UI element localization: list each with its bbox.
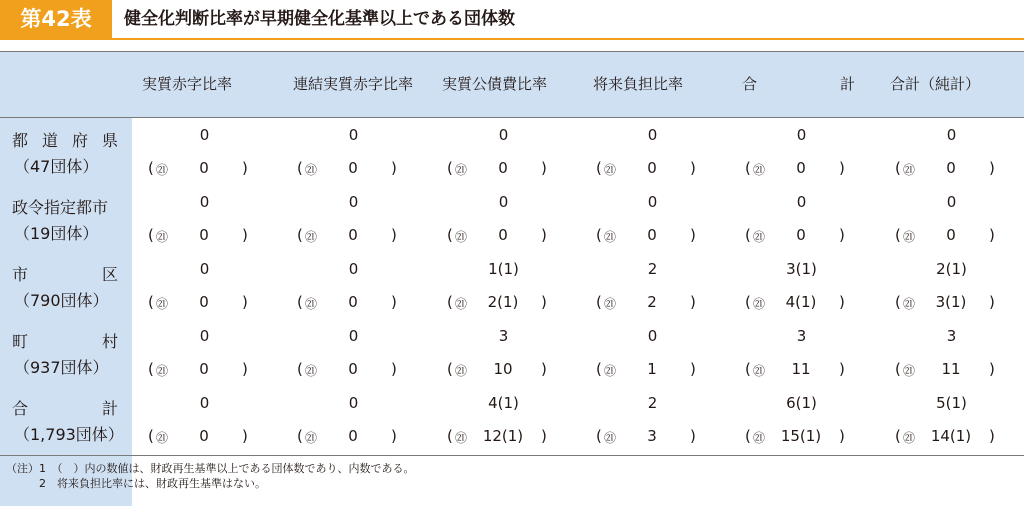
cell-value: 2(1) xyxy=(936,260,967,278)
paren-cell-value: 3(1) xyxy=(935,293,967,311)
cell-paren-value xyxy=(297,293,410,313)
cell-paren-value xyxy=(447,360,560,380)
paren-open: ( xyxy=(148,226,154,244)
row-label-char: 町 xyxy=(12,332,29,351)
paren-cell-value: 0 xyxy=(199,427,209,445)
cell-paren-value xyxy=(148,427,261,447)
table-bottom-rule xyxy=(0,455,1024,456)
circled-year-mark: ㉑ xyxy=(455,431,468,445)
paren-open: ( xyxy=(745,427,751,445)
cell-value: 3 xyxy=(946,327,957,345)
title-underline xyxy=(0,38,1024,40)
paren-close: ) xyxy=(989,360,995,378)
paren-close: ) xyxy=(839,427,845,445)
paren-open: ( xyxy=(895,293,901,311)
paren-close: ) xyxy=(391,159,397,177)
paren-cell-value: 3 xyxy=(647,427,657,445)
paren-cell-value: 0 xyxy=(199,226,209,244)
paren-cell-value: 0 xyxy=(199,159,209,177)
cell-paren-value xyxy=(895,427,1008,447)
cell-value: 0 xyxy=(348,394,359,412)
circled-year-mark: ㉑ xyxy=(753,297,766,311)
cell-paren-value xyxy=(447,159,560,179)
circled-year-mark: ㉑ xyxy=(903,297,916,311)
paren-open: ( xyxy=(895,159,901,177)
cell-value: 2 xyxy=(647,260,658,278)
circled-year-mark: ㉑ xyxy=(455,297,468,311)
cell-paren-value xyxy=(895,226,1008,246)
row-label xyxy=(12,195,118,218)
paren-open: ( xyxy=(596,226,602,244)
paren-open: ( xyxy=(895,427,901,445)
row-label-char: 府 xyxy=(71,131,88,150)
cell-value: 3 xyxy=(796,327,807,345)
cell-value: 1(1) xyxy=(488,260,519,278)
paren-cell-value: 0 xyxy=(199,293,209,311)
col-header-consolidated-deficit: 連結実質赤字比率 xyxy=(293,75,414,93)
paren-open: ( xyxy=(297,360,303,378)
paren-close: ) xyxy=(242,293,248,311)
paren-cell-value: 0 xyxy=(348,293,358,311)
cell-value: 4(1) xyxy=(488,394,519,412)
row-label-char: 県 xyxy=(101,131,118,150)
col-header-net-total: 合計（純計） xyxy=(890,75,981,93)
cell-value: 0 xyxy=(498,193,509,211)
row-label-char: 村 xyxy=(101,332,118,351)
paren-cell-value: 4(1) xyxy=(785,293,817,311)
paren-cell-value: 0 xyxy=(498,226,508,244)
cell-paren-value xyxy=(745,427,858,447)
circled-year-mark: ㉑ xyxy=(604,163,617,177)
paren-cell-value: 0 xyxy=(796,226,806,244)
circled-year-mark: ㉑ xyxy=(753,364,766,378)
paren-open: ( xyxy=(447,226,453,244)
paren-open: ( xyxy=(745,293,751,311)
paren-open: ( xyxy=(297,159,303,177)
paren-cell-value: 0 xyxy=(796,159,806,177)
paren-close: ) xyxy=(839,159,845,177)
paren-open: ( xyxy=(596,293,602,311)
paren-cell-value: 0 xyxy=(647,159,657,177)
paren-open: ( xyxy=(148,427,154,445)
paren-open: ( xyxy=(745,226,751,244)
paren-open: ( xyxy=(745,159,751,177)
paren-open: ( xyxy=(297,293,303,311)
cell-value: 0 xyxy=(796,193,807,211)
cell-paren-value xyxy=(148,159,261,179)
paren-open: ( xyxy=(596,360,602,378)
cell-value: 0 xyxy=(348,193,359,211)
cell-paren-value xyxy=(895,293,1008,313)
row-count: （47団体） xyxy=(14,157,99,176)
paren-close: ) xyxy=(989,293,995,311)
paren-close: ) xyxy=(989,226,995,244)
paren-close: ) xyxy=(541,293,547,311)
paren-cell-value: 0 xyxy=(647,226,657,244)
paren-open: ( xyxy=(895,226,901,244)
circled-year-mark: ㉑ xyxy=(455,163,468,177)
paren-close: ) xyxy=(391,427,397,445)
circled-year-mark: ㉑ xyxy=(753,230,766,244)
cell-paren-value xyxy=(148,360,261,380)
paren-open: ( xyxy=(148,159,154,177)
cell-value: 0 xyxy=(348,260,359,278)
row-label xyxy=(12,329,118,352)
row-count: （937団体） xyxy=(14,358,109,377)
title-bar xyxy=(0,0,1024,40)
cell-paren-value xyxy=(596,159,709,179)
cell-paren-value xyxy=(895,159,1008,179)
circled-year-mark: ㉑ xyxy=(753,163,766,177)
row-label-char: 市 xyxy=(12,265,29,284)
cell-paren-value xyxy=(297,159,410,179)
circled-year-mark: ㉑ xyxy=(903,163,916,177)
paren-cell-value: 0 xyxy=(348,360,358,378)
paren-cell-value: 10 xyxy=(493,360,513,378)
circled-year-mark: ㉑ xyxy=(156,230,169,244)
cell-value: 2 xyxy=(647,394,658,412)
cell-paren-value xyxy=(596,360,709,380)
circled-year-mark: ㉑ xyxy=(604,364,617,378)
circled-year-mark: ㉑ xyxy=(156,297,169,311)
circled-year-mark: ㉑ xyxy=(156,364,169,378)
paren-open: ( xyxy=(596,159,602,177)
paren-cell-value: 2 xyxy=(647,293,657,311)
cell-value: 0 xyxy=(348,126,359,144)
cell-paren-value xyxy=(745,293,858,313)
cell-value: 0 xyxy=(796,126,807,144)
paren-open: ( xyxy=(447,159,453,177)
paren-open: ( xyxy=(745,360,751,378)
col-header-real-deficit: 実質赤字比率 xyxy=(142,75,233,93)
paren-close: ) xyxy=(242,159,248,177)
paren-close: ) xyxy=(391,226,397,244)
cell-paren-value xyxy=(447,226,560,246)
cell-value: 0 xyxy=(348,327,359,345)
row-label xyxy=(12,262,118,285)
table-number-tag: 第42表 xyxy=(0,0,112,38)
circled-year-mark: ㉑ xyxy=(604,431,617,445)
paren-close: ) xyxy=(839,293,845,311)
cell-paren-value xyxy=(596,226,709,246)
cell-value: 0 xyxy=(946,193,957,211)
cell-value: 0 xyxy=(946,126,957,144)
row-label-char: 道 xyxy=(41,131,58,150)
cell-value: 3(1) xyxy=(786,260,817,278)
cell-value: 0 xyxy=(199,394,210,412)
row-count: （19団体） xyxy=(14,224,99,243)
paren-close: ) xyxy=(690,226,696,244)
cell-value: 0 xyxy=(498,126,509,144)
paren-cell-value: 0 xyxy=(498,159,508,177)
paren-cell-value: 11 xyxy=(941,360,961,378)
cell-value: 6(1) xyxy=(786,394,817,412)
row-label-char: 区 xyxy=(101,265,118,284)
cell-paren-value xyxy=(297,360,410,380)
cell-value: 0 xyxy=(647,193,658,211)
circled-year-mark: ㉑ xyxy=(455,230,468,244)
paren-close: ) xyxy=(839,360,845,378)
circled-year-mark: ㉑ xyxy=(156,163,169,177)
circled-year-mark: ㉑ xyxy=(903,431,916,445)
cell-value: 3 xyxy=(498,327,509,345)
paren-cell-value: 1 xyxy=(647,360,657,378)
paren-close: ) xyxy=(541,360,547,378)
row-label-char: 都 xyxy=(12,131,29,150)
paren-close: ) xyxy=(242,226,248,244)
circled-year-mark: ㉑ xyxy=(753,431,766,445)
cell-paren-value xyxy=(596,293,709,313)
cell-paren-value xyxy=(297,226,410,246)
circled-year-mark: ㉑ xyxy=(903,230,916,244)
cell-paren-value xyxy=(745,159,858,179)
cell-paren-value xyxy=(148,293,261,313)
paren-close: ) xyxy=(391,360,397,378)
cell-paren-value xyxy=(895,360,1008,380)
paren-cell-value: 11 xyxy=(791,360,811,378)
paren-open: ( xyxy=(148,360,154,378)
row-count: （790団体） xyxy=(14,291,109,310)
row-count: （1,793団体） xyxy=(14,425,124,444)
paren-close: ) xyxy=(690,427,696,445)
paren-open: ( xyxy=(447,360,453,378)
paren-cell-value: 0 xyxy=(199,360,209,378)
paren-close: ) xyxy=(541,159,547,177)
paren-open: ( xyxy=(447,427,453,445)
cell-value: 5(1) xyxy=(936,394,967,412)
cell-paren-value xyxy=(745,360,858,380)
circled-year-mark: ㉑ xyxy=(604,297,617,311)
paren-cell-value: 0 xyxy=(348,159,358,177)
paren-cell-value: 2(1) xyxy=(487,293,519,311)
paren-close: ) xyxy=(541,226,547,244)
col-header-total-right: 計 xyxy=(840,75,856,93)
paren-close: ) xyxy=(541,427,547,445)
cell-value: 0 xyxy=(199,126,210,144)
cell-value: 0 xyxy=(647,126,658,144)
cell-value: 0 xyxy=(199,260,210,278)
paren-cell-value: 0 xyxy=(348,226,358,244)
row-label xyxy=(12,396,118,419)
header-bottom-rule xyxy=(0,117,1024,118)
circled-year-mark: ㉑ xyxy=(604,230,617,244)
footnote-1: （注）1 （ ）内の数値は、財政再生基準以上である団体数であり、内数である。 xyxy=(6,462,415,475)
cell-value: 0 xyxy=(199,327,210,345)
col-header-debt-service: 実質公債費比率 xyxy=(442,75,548,93)
cell-paren-value xyxy=(447,427,560,447)
row-label-char: 合 xyxy=(12,399,29,418)
paren-close: ) xyxy=(391,293,397,311)
paren-open: ( xyxy=(297,226,303,244)
paren-close: ) xyxy=(989,159,995,177)
paren-close: ) xyxy=(690,293,696,311)
paren-cell-value: 15(1) xyxy=(780,427,822,445)
cell-value: 0 xyxy=(647,327,658,345)
paren-close: ) xyxy=(839,226,845,244)
row-label-char: 計 xyxy=(101,399,118,418)
circled-year-mark: ㉑ xyxy=(305,364,318,378)
table-title: 健全化判断比率が早期健全化基準以上である団体数 xyxy=(124,9,515,29)
paren-cell-value: 0 xyxy=(946,226,956,244)
cell-paren-value xyxy=(447,293,560,313)
cell-value: 0 xyxy=(199,193,210,211)
paren-close: ) xyxy=(690,360,696,378)
circled-year-mark: ㉑ xyxy=(305,297,318,311)
cell-paren-value xyxy=(745,226,858,246)
paren-close: ) xyxy=(242,427,248,445)
circled-year-mark: ㉑ xyxy=(305,163,318,177)
col-header-total-left: 合 xyxy=(742,75,758,93)
row-label xyxy=(12,128,118,151)
paren-close: ) xyxy=(989,427,995,445)
paren-open: ( xyxy=(447,293,453,311)
cell-paren-value xyxy=(297,427,410,447)
paren-open: ( xyxy=(148,293,154,311)
row-label-char: 政令指定都市 xyxy=(12,198,109,217)
circled-year-mark: ㉑ xyxy=(305,431,318,445)
paren-open: ( xyxy=(895,360,901,378)
paren-cell-value: 12(1) xyxy=(482,427,524,445)
paren-close: ) xyxy=(690,159,696,177)
col-header-future-burden: 将来負担比率 xyxy=(593,75,684,93)
circled-year-mark: ㉑ xyxy=(156,431,169,445)
circled-year-mark: ㉑ xyxy=(903,364,916,378)
paren-open: ( xyxy=(297,427,303,445)
paren-cell-value: 0 xyxy=(348,427,358,445)
circled-year-mark: ㉑ xyxy=(305,230,318,244)
paren-close: ) xyxy=(242,360,248,378)
cell-paren-value xyxy=(148,226,261,246)
data-table xyxy=(0,51,1024,456)
paren-open: ( xyxy=(596,427,602,445)
footnote-2: 2 将来負担比率には、財政再生基準はない。 xyxy=(6,477,266,490)
paren-cell-value: 0 xyxy=(946,159,956,177)
cell-paren-value xyxy=(596,427,709,447)
circled-year-mark: ㉑ xyxy=(455,364,468,378)
paren-cell-value: 14(1) xyxy=(930,427,972,445)
